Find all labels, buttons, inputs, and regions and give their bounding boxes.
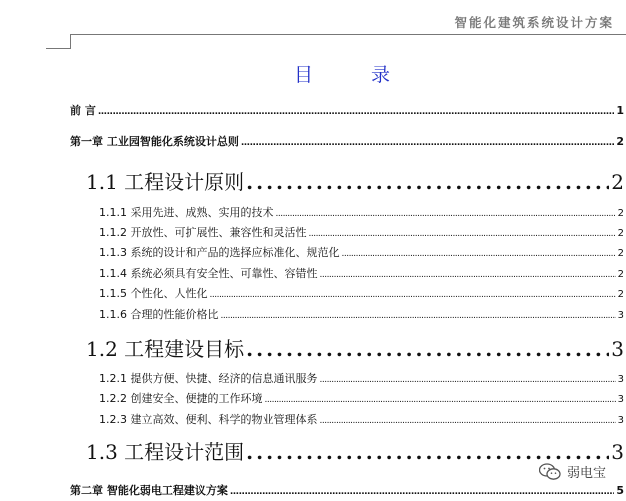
toc-page-number: 3 — [617, 394, 624, 405]
toc-chapter-entry[interactable] — [0, 482, 626, 498]
toc-entry-label: 第二章 智能化弱电工程建议方案 — [70, 484, 228, 497]
toc-section-entry[interactable] — [0, 436, 626, 465]
toc-leader-dots — [246, 440, 609, 464]
toc-leader-dots — [246, 170, 609, 194]
toc-leader-dots — [275, 209, 615, 219]
toc-title: 目 录 — [293, 64, 417, 86]
toc-page-number: 2 — [616, 135, 624, 148]
wechat-icon — [539, 463, 561, 481]
toc-subsection-entry[interactable] — [0, 306, 626, 322]
toc-subsection-entry[interactable] — [0, 244, 626, 260]
margin-corner-mark — [46, 34, 71, 49]
toc-subsection-entry[interactable] — [0, 285, 626, 301]
toc-page-number: 2 — [617, 248, 624, 259]
toc-leader-dots — [319, 375, 615, 385]
toc-subsection-entry[interactable] — [0, 204, 626, 220]
toc-page-number: 2 — [617, 269, 624, 280]
toc-leader-dots — [265, 395, 616, 405]
toc-leader-dots — [98, 107, 615, 117]
toc-leader-dots — [308, 229, 615, 239]
toc-page-number: 2 — [617, 289, 624, 300]
toc-leader-dots — [230, 487, 615, 497]
header-rule — [70, 34, 626, 35]
toc-leader-dots — [341, 249, 615, 259]
toc-leader-dots — [319, 270, 615, 280]
page-header — [0, 0, 626, 52]
toc-entry-label: 1.1.6 合理的性能价格比 — [99, 308, 219, 321]
toc-page-number: 3 — [611, 440, 624, 464]
toc-section-entry[interactable] — [0, 333, 626, 362]
toc-entry-label: 第一章 工业园智能化系统设计总则 — [70, 135, 239, 148]
toc-page-number: 2 — [617, 228, 624, 239]
toc-page-number: 3 — [617, 310, 624, 321]
toc-subsection-entry[interactable] — [0, 370, 626, 386]
toc-section-entry[interactable] — [0, 166, 626, 195]
toc-subsection-entry[interactable] — [0, 390, 626, 406]
toc-chapter-entry[interactable] — [0, 133, 626, 149]
toc-entry-label: 1.1.3 系统的设计和产品的选择应标准化、规范化 — [99, 246, 340, 259]
toc-entry-label: 1.1.4 系统必须具有安全性、可靠性、容错性 — [99, 267, 318, 280]
toc-leader-dots — [241, 138, 615, 148]
toc-page-number: 3 — [611, 337, 624, 361]
toc-entry-label: 1.2 工程建设目标 — [86, 337, 245, 361]
toc-leader-dots — [246, 337, 609, 361]
toc-entry-label: 1.1.1 采用先进、成熟、实用的技术 — [99, 206, 274, 219]
toc-entry-label: 1.3 工程设计范围 — [86, 440, 245, 464]
watermark-text: 弱电宝 — [566, 466, 606, 481]
toc-page-number: 3 — [617, 374, 624, 385]
toc-entry-label: 1.1 工程设计原则 — [86, 170, 245, 194]
watermark — [539, 462, 606, 481]
toc-page-number: 2 — [611, 170, 624, 194]
toc-page-number: 3 — [617, 415, 624, 426]
toc-page-number: 2 — [617, 208, 624, 219]
toc-page-number: 1 — [616, 104, 624, 117]
toc-entry-label: 1.2.1 提供方便、快捷、经济的信息通讯服务 — [99, 372, 318, 385]
header-title: 智能化建筑系统设计方案 — [454, 15, 614, 30]
toc-entry-label: 1.1.2 开放性、可扩展性、兼容性和灵活性 — [99, 226, 307, 239]
toc-entry-label: 前 言 — [70, 104, 96, 117]
toc-entry-label: 1.2.2 创建安全、便捷的工作环境 — [99, 392, 263, 405]
toc-subsection-entry[interactable] — [0, 411, 626, 427]
toc-page-number: 5 — [616, 484, 624, 497]
toc-subsection-entry[interactable] — [0, 265, 626, 281]
toc-leader-dots — [319, 416, 615, 426]
toc-subsection-entry[interactable] — [0, 224, 626, 240]
toc-leader-dots — [221, 311, 616, 321]
toc-leader-dots — [210, 290, 616, 300]
toc-entry-label: 1.1.5 个性化、人性化 — [99, 287, 208, 300]
toc-entry-label: 1.2.3 建立高效、便利、科学的物业管理体系 — [99, 413, 318, 426]
toc-chapter-entry[interactable] — [0, 102, 626, 118]
